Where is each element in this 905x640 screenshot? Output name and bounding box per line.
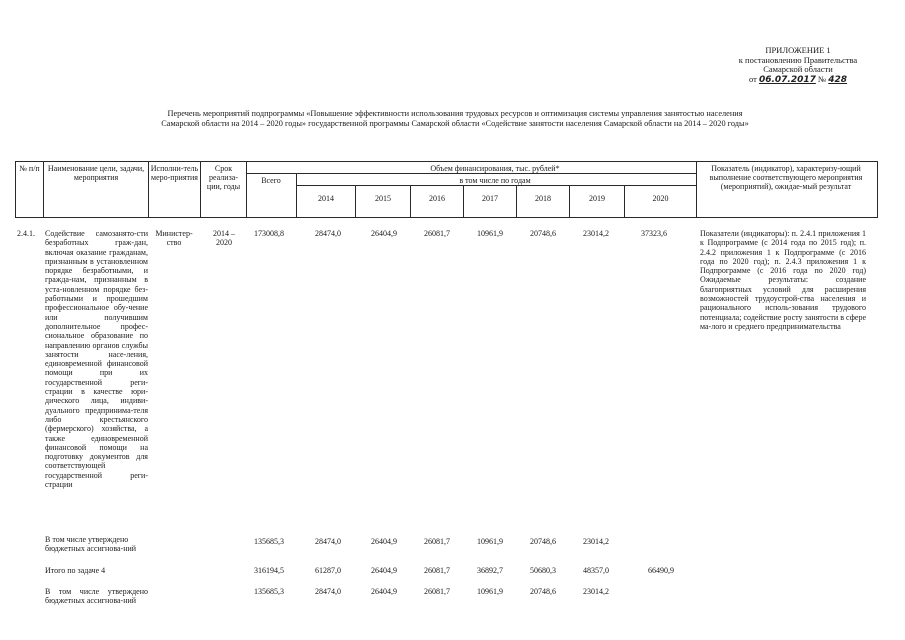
year-value-cell: 37323,6 [641, 229, 667, 238]
period-cell: 2014 – 2020 [213, 229, 235, 248]
header-num: № п/п [19, 164, 40, 173]
document-title: Перечень мероприятий подпрограммы «Повышение эффективности использования трудовых ресурсов и оптимизация системы управления занятостью населения Самарской области на 2014 – 2020 годы» государственной программы Самарской области «Содействие занятости населения Самарской области на 2014 – 2020 годы» [161, 109, 749, 128]
appendix-label: ПРИЛОЖЕНИЕ 1 [765, 45, 831, 55]
task-total-label: Итого по задаче 4 [45, 566, 106, 575]
year-value-cell: 20748,6 [530, 537, 556, 546]
year-header: 2017 [482, 194, 498, 203]
vline-period [246, 161, 247, 218]
header-period: Срок реализа-ции, годы [206, 164, 241, 191]
vline-num [43, 161, 44, 218]
hline-years [296, 185, 697, 186]
hline-funding [246, 173, 697, 174]
year-value-cell: 10961,9 [477, 537, 503, 546]
header-funding: Объем финансирования, тыс. рублей* [430, 164, 560, 173]
year-header: 2016 [429, 194, 445, 203]
header-by-years: в том числе по годам [459, 176, 531, 185]
number-prefix: № [818, 73, 827, 84]
year-value-cell: 23014,2 [583, 229, 609, 238]
year-value-cell: 26404,9 [371, 229, 397, 238]
year-value-cell: 23014,2 [583, 587, 609, 596]
executor-cell: Министер-ство [155, 229, 193, 248]
vline-name [148, 161, 149, 218]
header-name: Наименование цели, задачи, мероприятия [47, 164, 145, 182]
date-prefix: от [748, 73, 757, 84]
vline-funding-end [696, 161, 697, 218]
year-value-cell: 50680,3 [530, 566, 556, 575]
year-value-cell: 28474,0 [315, 587, 341, 596]
year-value-cell: 20748,6 [530, 587, 556, 596]
year-value-cell: 10961,9 [477, 229, 503, 238]
total-cell: 135685,3 [254, 587, 284, 596]
measure-description: Содействие самозанято-сти безработных граж-дан, включая оказание гражданам, признанным в установленном порядке безработными, и гражда-нам, признанным в уста-новленном порядке без-работными и прошедшим профессиональное обу-чение или получившим дополнительное профес-сиональное образование по направлению органов службы занятости насе-ления, единовременной финансовой помощи при их государственной реги-страции в качестве юри-дического лица, индиви-дуального предпринима-теля либо крестьянского (фермерского) хозяйства, а также единовременной финансовой помощи на подготовку документов для соответствующей государственной реги-страции [45, 229, 148, 490]
row-number: 2.4.1. [17, 229, 35, 238]
year-value-cell: 23014,2 [583, 537, 609, 546]
year-value-cell: 26081,7 [424, 587, 450, 596]
year-value-cell: 26081,7 [424, 566, 450, 575]
appendix-line3: Самарской области [763, 64, 833, 74]
year-header: 2019 [589, 194, 605, 203]
year-value-cell: 66490,9 [648, 566, 674, 575]
year-value-cell: 26404,9 [371, 587, 397, 596]
year-value-cell: 48357,0 [583, 566, 609, 575]
year-header: 2020 [652, 194, 669, 203]
handwritten-date: 06.07.2017 [758, 74, 816, 85]
year-value-cell: 36892,7 [477, 566, 503, 575]
year-value-cell: 28474,0 [315, 229, 341, 238]
table-top-border [15, 161, 877, 162]
year-value-cell: 10961,9 [477, 587, 503, 596]
year-header: 2018 [535, 194, 551, 203]
year-value-cell: 28474,0 [315, 537, 341, 546]
vline-executor [200, 161, 201, 218]
year-value-cell: 26404,9 [371, 537, 397, 546]
handwritten-number: 428 [828, 74, 848, 85]
table-header-bottom-border [15, 217, 877, 218]
vline-right [877, 161, 878, 218]
year-value-cell: 26081,7 [424, 229, 450, 238]
year-value-cell: 20748,6 [530, 229, 556, 238]
appendix-line2: к постановлению Правительства [738, 54, 858, 65]
indicator-cell: Показатели (индикаторы): п. 2.4.1 приложения 1 к Подпрограмме (с 2014 года по 2015 год); п. 2.4.2 приложения 1 к Подпрограмме (с 2016 года по 2020 год); п. 2.4.3 приложения 1 к Подпрограмме (с 2016 года по 2020 год) Ожидаемые результаты: создание благоприятных условий для расширения возможностей трудоустрой-ства населения и рационального исполь-зования трудового потенциала; содействие росту занятости в сфере ма-лого и среднего предпринимательства [700, 229, 866, 331]
year-header: 2014 [318, 194, 334, 203]
year-value-cell: 26404,9 [371, 566, 397, 575]
total-cell: 173008,8 [254, 229, 284, 238]
header-total: Всего [261, 176, 281, 185]
year-value-cell: 61287,0 [315, 566, 341, 575]
header-executor: Исполни-тель меро-приятия [150, 164, 199, 182]
total-cell: 135685,3 [254, 537, 284, 546]
total-cell: 316194,5 [254, 566, 284, 575]
header-indicator: Показатель (индикатор), характеризу-ющий выполнение соответствующего мероприятия (мероприятий), ожидае-мый результат [709, 164, 863, 191]
appendix-block [718, 46, 878, 85]
year-value-cell: 26081,7 [424, 537, 450, 546]
budget-row-label: В том числе утверждено бюджетных ассигнова-ний [45, 535, 137, 554]
appendix-date-row [718, 75, 878, 86]
year-header: 2015 [375, 194, 391, 203]
budget-row-label: В том числе утверждено бюджетных ассигнова-ний [45, 587, 148, 606]
